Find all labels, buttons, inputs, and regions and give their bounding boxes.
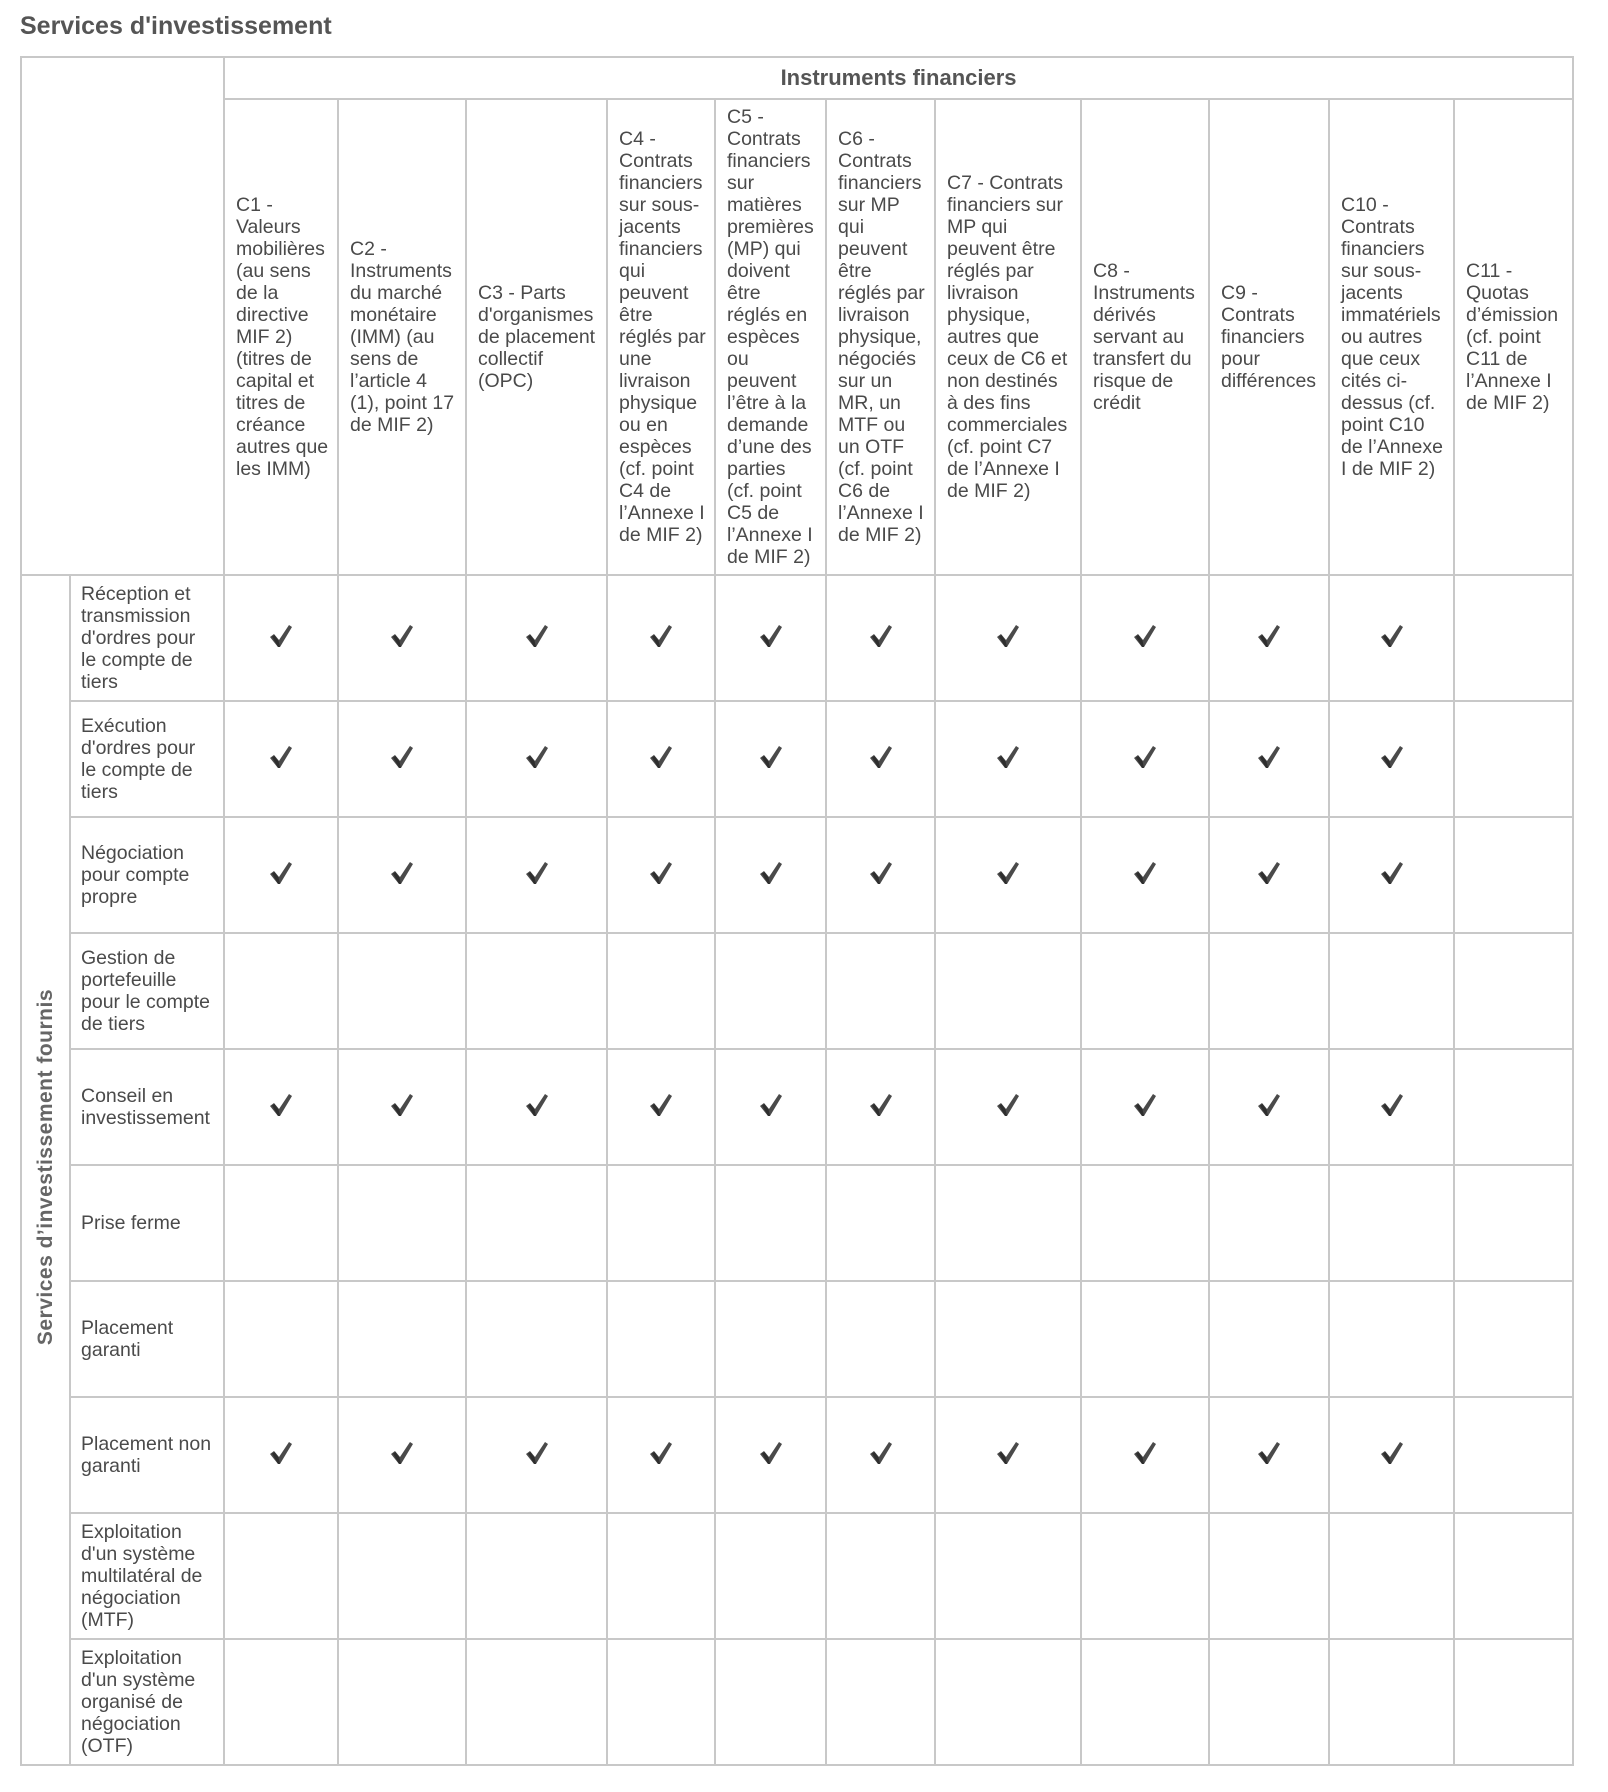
check-icon [759, 1092, 783, 1118]
matrix-cell [1454, 1165, 1573, 1281]
matrix-cell [1329, 1639, 1454, 1765]
column-header-c3: C3 - Parts d'organismes de placement collectif (OPC) [466, 99, 607, 575]
matrix-cell [1081, 1049, 1209, 1165]
matrix-cell [1329, 1513, 1454, 1639]
check-icon [525, 1092, 549, 1118]
matrix-cell [1081, 1165, 1209, 1281]
check-icon [525, 744, 549, 770]
column-header-c4: C4 - Contrats financiers sur sous-jacents financiers qui peuvent être réglés par une livraison physique ou en espèces (cf. point C4 de l’Annexe I de MIF 2) [607, 99, 715, 575]
matrix-cell [715, 1165, 826, 1281]
matrix-cell [1454, 1639, 1573, 1765]
matrix-cell [826, 933, 935, 1049]
matrix-cell [935, 933, 1081, 1049]
table-row [21, 575, 1573, 701]
column-header-c8: C8 - Instruments dérivés servant au transfert du risque de crédit [1081, 99, 1209, 575]
matrix-cell [1209, 817, 1329, 933]
matrix-cell [935, 1165, 1081, 1281]
matrix-cell [826, 1165, 935, 1281]
column-header-c7: C7 - Contrats financiers sur MP qui peuvent être réglés par livraison physique, autres que ceux de C6 et non destinés à des fins commerciales (cf. point C7 de l’Annexe I de MIF 2) [935, 99, 1081, 575]
check-icon [1133, 1092, 1157, 1118]
table-row [21, 1513, 1573, 1639]
check-icon [996, 623, 1020, 649]
matrix-cell [338, 1049, 466, 1165]
row-header: Réception et transmission d'ordres pour le compte de tiers [70, 575, 224, 701]
matrix-cell [1329, 575, 1454, 701]
matrix-cell [224, 701, 338, 817]
matrix-cell [1209, 1513, 1329, 1639]
matrix-cell [715, 1397, 826, 1513]
matrix-cell [224, 575, 338, 701]
matrix-cell [1209, 701, 1329, 817]
matrix-cell [826, 817, 935, 933]
matrix-cell [607, 1049, 715, 1165]
matrix-cell [1209, 1281, 1329, 1397]
table-body [21, 575, 1573, 1765]
check-icon [525, 1440, 549, 1466]
check-icon [1133, 860, 1157, 886]
check-icon [996, 1440, 1020, 1466]
check-icon [649, 623, 673, 649]
matrix-cell [1329, 1049, 1454, 1165]
matrix-cell [1454, 817, 1573, 933]
matrix-cell [826, 701, 935, 817]
check-icon [1133, 744, 1157, 770]
check-icon [269, 1092, 293, 1118]
matrix-cell [338, 1513, 466, 1639]
row-header: Exploitation d'un système organisé de négociation (OTF) [70, 1639, 224, 1765]
matrix-cell [1329, 817, 1454, 933]
row-header: Placement non garanti [70, 1397, 224, 1513]
matrix-cell [607, 575, 715, 701]
check-icon [869, 623, 893, 649]
column-header-c9: C9 - Contrats financiers pour différences [1209, 99, 1329, 575]
check-icon [1380, 860, 1404, 886]
check-icon [869, 744, 893, 770]
matrix-cell [1454, 575, 1573, 701]
matrix-cell [1454, 701, 1573, 817]
instruments-group-header: Instruments financiers [224, 57, 1573, 99]
matrix-cell [224, 1639, 338, 1765]
matrix-cell [466, 701, 607, 817]
matrix-cell [607, 701, 715, 817]
matrix-cell [826, 575, 935, 701]
check-icon [390, 1092, 414, 1118]
check-icon [759, 1440, 783, 1466]
row-header: Négociation pour compte propre [70, 817, 224, 933]
matrix-cell [466, 1165, 607, 1281]
matrix-cell [1454, 1513, 1573, 1639]
column-header-c5: C5 - Contrats financiers sur matières premières (MP) qui doivent être réglés en espèces ou peuvent l’être à la demande d’une des parties (cf. point C5 de l’Annexe I de MIF 2) [715, 99, 826, 575]
table-row [21, 1049, 1573, 1165]
check-icon [869, 1440, 893, 1466]
matrix-cell [715, 575, 826, 701]
matrix-cell [1081, 1397, 1209, 1513]
table-row [21, 1639, 1573, 1765]
matrix-cell [607, 1281, 715, 1397]
matrix-cell [715, 1049, 826, 1165]
check-icon [1257, 860, 1281, 886]
matrix-cell [1209, 933, 1329, 1049]
check-icon [1380, 1440, 1404, 1466]
check-icon [649, 1440, 673, 1466]
matrix-cell [338, 1281, 466, 1397]
table-row [21, 1281, 1573, 1397]
matrix-cell [607, 1165, 715, 1281]
matrix-cell [1081, 933, 1209, 1049]
check-icon [759, 623, 783, 649]
check-icon [390, 860, 414, 886]
check-icon [269, 860, 293, 886]
check-icon [996, 1092, 1020, 1118]
table-row [21, 933, 1573, 1049]
check-icon [1133, 1440, 1157, 1466]
column-header-c1: C1 - Valeurs mobilières (au sens de la directive MIF 2) (titres de capital et titres de créance autres que les IMM) [224, 99, 338, 575]
column-header-c10: C10 - Contrats financiers sur sous-jacents immatériels ou autres que ceux cités ci-dessus (cf. point C10 de l’Annexe I de MIF 2) [1329, 99, 1454, 575]
matrix-cell [826, 1049, 935, 1165]
check-icon [869, 1092, 893, 1118]
check-icon [759, 744, 783, 770]
matrix-cell [338, 575, 466, 701]
matrix-cell [224, 1281, 338, 1397]
check-icon [1257, 623, 1281, 649]
matrix-cell [466, 1639, 607, 1765]
matrix-cell [1209, 1639, 1329, 1765]
matrix-cell [935, 701, 1081, 817]
matrix-cell [1329, 701, 1454, 817]
matrix-cell [466, 1513, 607, 1639]
matrix-cell [466, 933, 607, 1049]
check-icon [649, 1092, 673, 1118]
row-header: Gestion de portefeuille pour le compte de tiers [70, 933, 224, 1049]
matrix-cell [935, 1397, 1081, 1513]
matrix-cell [935, 1639, 1081, 1765]
matrix-cell [935, 575, 1081, 701]
matrix-cell [1209, 1165, 1329, 1281]
matrix-cell [826, 1281, 935, 1397]
matrix-cell [935, 1513, 1081, 1639]
matrix-cell [1081, 1513, 1209, 1639]
check-icon [390, 744, 414, 770]
table-row [21, 817, 1573, 933]
matrix-cell [1454, 1397, 1573, 1513]
matrix-cell [338, 701, 466, 817]
check-icon [996, 744, 1020, 770]
row-header: Exécution d'ordres pour le compte de tiers [70, 701, 224, 817]
matrix-cell [1209, 1049, 1329, 1165]
row-header: Prise ferme [70, 1165, 224, 1281]
row-header: Conseil en investissement [70, 1049, 224, 1165]
matrix-cell [935, 817, 1081, 933]
check-icon [269, 1440, 293, 1466]
check-icon [1257, 744, 1281, 770]
matrix-cell [715, 1639, 826, 1765]
column-header-c6: C6 - Contrats financiers sur MP qui peuvent être réglés par livraison physique, négociés sur un MR, un MTF ou un OTF (cf. point C6 de l’Annexe I de MIF 2) [826, 99, 935, 575]
column-header-c11: C11 - Quotas d’émission (cf. point C11 de l’Annexe I de MIF 2) [1454, 99, 1573, 575]
check-icon [269, 744, 293, 770]
matrix-cell [338, 1165, 466, 1281]
matrix-cell [715, 1513, 826, 1639]
matrix-cell [1081, 1639, 1209, 1765]
matrix-cell [607, 817, 715, 933]
matrix-cell [715, 701, 826, 817]
matrix-cell [935, 1049, 1081, 1165]
matrix-cell [1329, 1281, 1454, 1397]
check-icon [649, 860, 673, 886]
matrix-cell [826, 1639, 935, 1765]
matrix-cell [224, 817, 338, 933]
check-icon [649, 744, 673, 770]
matrix-cell [715, 1281, 826, 1397]
matrix-cell [224, 1397, 338, 1513]
table-row [21, 1397, 1573, 1513]
check-icon [525, 623, 549, 649]
matrix-cell [338, 1397, 466, 1513]
table-row [21, 701, 1573, 817]
check-icon [1257, 1092, 1281, 1118]
check-icon [269, 623, 293, 649]
matrix-cell [715, 817, 826, 933]
matrix-cell [1209, 575, 1329, 701]
services-matrix-table [20, 56, 1574, 1766]
matrix-cell [466, 817, 607, 933]
matrix-cell [826, 1397, 935, 1513]
check-icon [525, 860, 549, 886]
column-header-c2: C2 - Instruments du marché monétaire (IMM) (au sens de l’article 4 (1), point 17 de MIF 2) [338, 99, 466, 575]
table-row [21, 1165, 1573, 1281]
check-icon [1380, 623, 1404, 649]
matrix-cell [224, 933, 338, 1049]
matrix-cell [224, 1165, 338, 1281]
matrix-cell [1081, 817, 1209, 933]
corner-cell [21, 57, 224, 575]
matrix-cell [715, 933, 826, 1049]
matrix-cell [466, 1397, 607, 1513]
matrix-cell [1329, 933, 1454, 1049]
matrix-cell [338, 933, 466, 1049]
check-icon [996, 860, 1020, 886]
matrix-cell [466, 575, 607, 701]
check-icon [390, 623, 414, 649]
check-icon [759, 860, 783, 886]
matrix-cell [1454, 1281, 1573, 1397]
matrix-cell [224, 1049, 338, 1165]
matrix-cell [826, 1513, 935, 1639]
group-header-row [21, 57, 1573, 99]
matrix-cell [1329, 1165, 1454, 1281]
matrix-cell [607, 1513, 715, 1639]
matrix-cell [1209, 1397, 1329, 1513]
matrix-cell [1081, 701, 1209, 817]
side-label: Services d’investissement fournis [33, 989, 57, 1346]
check-icon [390, 1440, 414, 1466]
matrix-cell [935, 1281, 1081, 1397]
row-header: Placement garanti [70, 1281, 224, 1397]
check-icon [1380, 744, 1404, 770]
matrix-cell [1081, 1281, 1209, 1397]
matrix-cell [338, 817, 466, 933]
matrix-cell [607, 933, 715, 1049]
matrix-cell [1329, 1397, 1454, 1513]
row-header: Exploitation d'un système multilatéral de négociation (MTF) [70, 1513, 224, 1639]
matrix-cell [466, 1281, 607, 1397]
check-icon [1380, 1092, 1404, 1118]
matrix-cell [338, 1639, 466, 1765]
matrix-cell [466, 1049, 607, 1165]
check-icon [869, 860, 893, 886]
matrix-cell [1081, 575, 1209, 701]
matrix-cell [224, 1513, 338, 1639]
matrix-cell [1454, 933, 1573, 1049]
matrix-cell [1454, 1049, 1573, 1165]
side-label-cell [21, 575, 70, 1765]
check-icon [1257, 1440, 1281, 1466]
matrix-cell [607, 1397, 715, 1513]
matrix-cell [607, 1639, 715, 1765]
check-icon [1133, 623, 1157, 649]
column-header-row [21, 99, 1573, 575]
page-title: Services d'investissement [20, 12, 332, 40]
